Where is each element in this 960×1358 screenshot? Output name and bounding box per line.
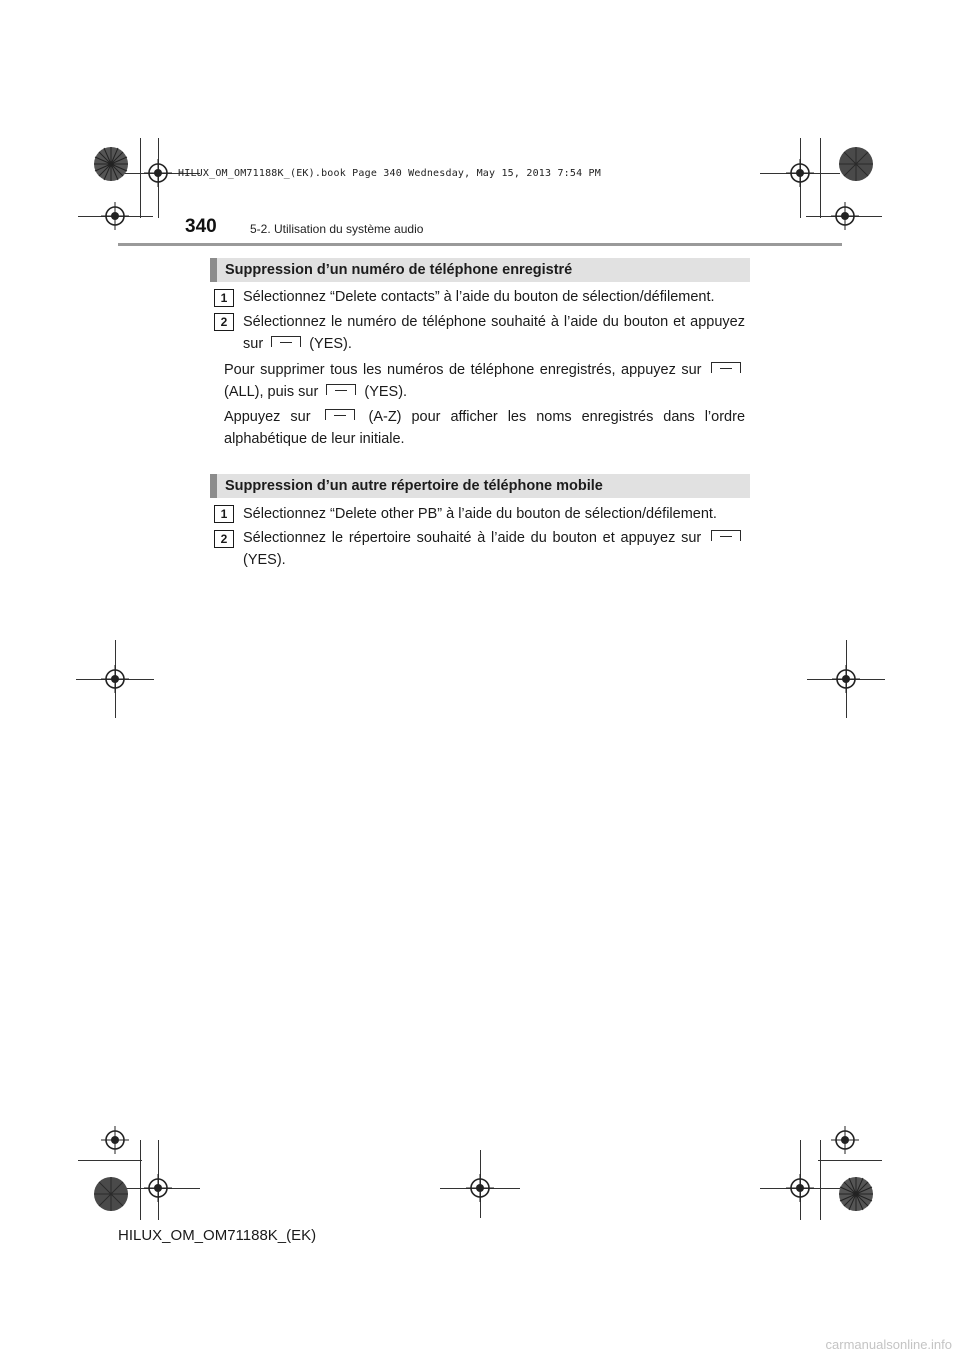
section-header-bar — [210, 474, 217, 498]
watermark: carmanualsonline.info — [825, 1337, 952, 1352]
step-number: 2 — [214, 313, 234, 331]
section-header-delete-number — [210, 258, 750, 282]
running-header: 5-2. Utilisation du système audio — [250, 222, 424, 236]
step-text-content: (YES). — [309, 336, 352, 352]
footer-document-code: HILUX_OM_OM71188K_(EK) — [118, 1227, 317, 1244]
page-number: 340 — [185, 216, 217, 237]
step-text-content: Sélectionnez le répertoire souhaité à l’aide du bouton et appuyez sur — [243, 530, 702, 546]
soft-key-button-icon — [271, 336, 301, 347]
note-text-content: (A-Z) pour afficher les noms enregistrés dans l’ordre alphabétique de leur initiale. — [224, 409, 746, 447]
registration-target-icon — [831, 1126, 859, 1154]
section-header-delete-phonebook — [210, 474, 750, 498]
note-text-content: (ALL), puis sur — [224, 384, 319, 400]
step-text-content: Sélectionnez “Delete other PB” à l’aide du bouton de sélection/défilement. — [243, 506, 717, 522]
registration-target-icon — [144, 1174, 172, 1202]
soft-key-button-icon — [711, 530, 741, 541]
registration-target-icon — [786, 1174, 814, 1202]
step-text — [243, 527, 745, 571]
step-text — [243, 286, 745, 308]
note-text-content: Appuyez sur — [224, 409, 311, 425]
registration-target-icon — [144, 159, 172, 187]
note-text-content: Pour supprimer tous les numéros de téléphone enregistrés, appuyez sur — [224, 362, 702, 378]
section-title: Suppression d’un numéro de téléphone enregistré — [225, 262, 573, 278]
step-text-content: (YES). — [243, 552, 286, 568]
section-header-bar — [210, 258, 217, 282]
soft-key-button-icon — [325, 409, 355, 420]
registration-target-icon — [831, 202, 859, 230]
section-title: Suppression d’un autre répertoire de téléphone mobile — [225, 478, 603, 494]
registration-target-icon — [101, 202, 129, 230]
soft-key-button-icon — [711, 362, 741, 373]
step-text — [243, 311, 745, 355]
registration-target-icon — [101, 665, 129, 693]
step-text-content: Sélectionnez le numéro de téléphone souhaité à l’aide du bouton et appuyez sur — [243, 314, 745, 352]
starburst-dial-icon — [837, 145, 875, 183]
starburst-dial-icon — [837, 1175, 875, 1213]
registration-target-icon — [786, 159, 814, 187]
registration-target-icon — [832, 665, 860, 693]
print-stamp: HILUX_OM_OM71188K_(EK).book Page 340 Wednesday, May 15, 2013 7:54 PM — [178, 168, 601, 179]
registration-target-icon — [466, 1174, 494, 1202]
note-text-content: (YES). — [364, 384, 408, 400]
soft-key-button-icon — [326, 384, 356, 395]
note-text — [224, 359, 745, 403]
starburst-dial-icon — [92, 145, 130, 183]
step-number: 1 — [214, 505, 234, 523]
registration-target-icon — [101, 1126, 129, 1154]
step-number: 1 — [214, 289, 234, 307]
step-text — [243, 503, 745, 525]
step-text-content: Sélectionnez “Delete contacts” à l’aide du bouton de sélection/défilement. — [243, 289, 715, 305]
step-number: 2 — [214, 530, 234, 548]
note-text — [224, 406, 745, 450]
header-rule — [118, 243, 842, 246]
starburst-dial-icon — [92, 1175, 130, 1213]
